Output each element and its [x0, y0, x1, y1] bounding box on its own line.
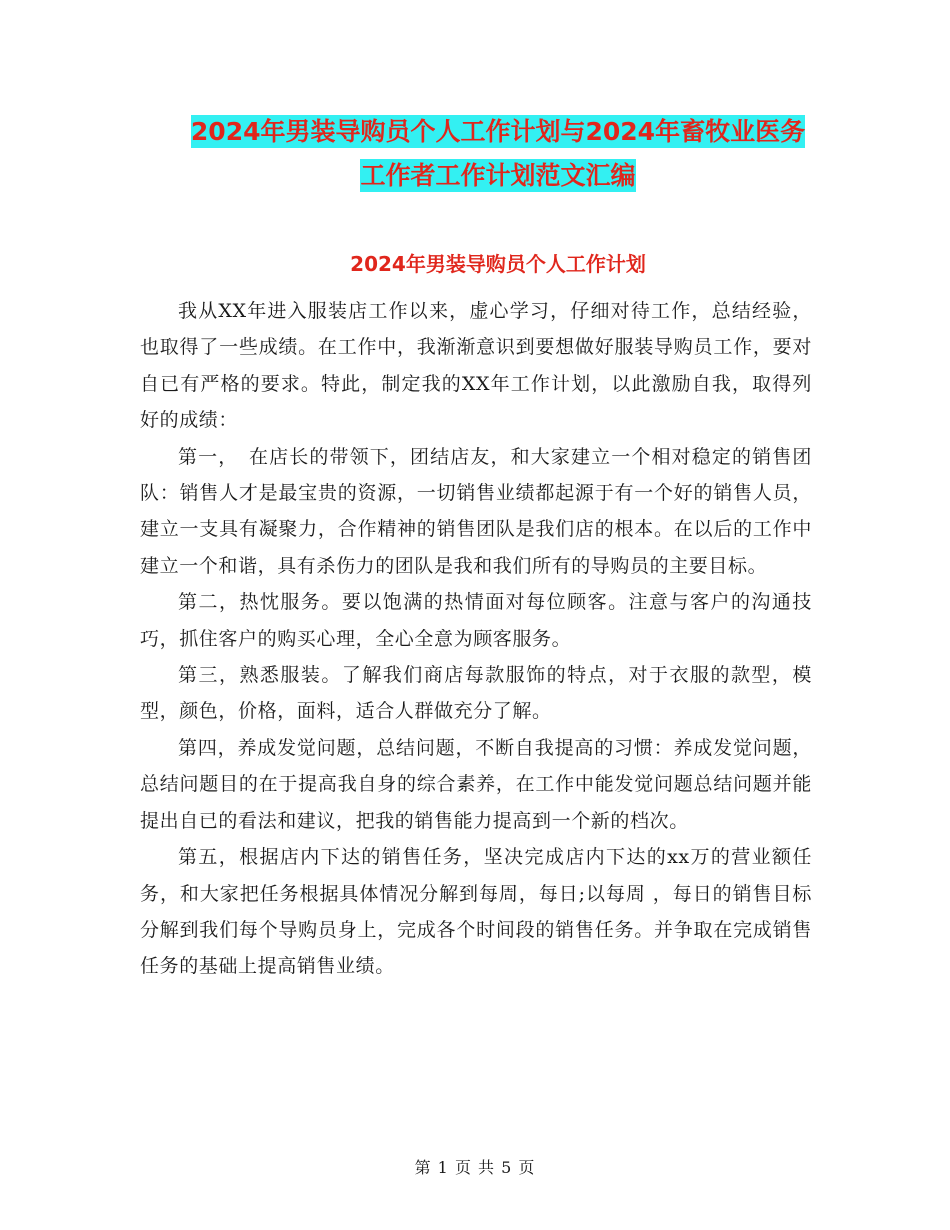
body-text [140, 293, 812, 985]
title-line-1: 2024年男装导购员个人工作计划与2024年畜牧业医务 [190, 117, 806, 146]
paragraph: 第二，热忱服务。要以饱满的热情面对每位顾客。注意与客户的沟通技巧，抓住客户的购买心理，全心全意为顾客服务。 [140, 591, 812, 650]
paragraph: 我从XX年进入服装店工作以来，虚心学习，仔细对待工作，总结经验，也取得了一些成绩。在工作中，我渐渐意识到要想做好服装导购员工作，要对自已有严格的要求。特此，制定我的XX年工作计划，以此激励自我，取得列好的成绩： [140, 300, 812, 432]
page-footer: 第 1 页 共 5 页 [414, 1158, 536, 1177]
paragraph: 第五，根据店内下达的销售任务，坚决完成店内下达的xx万的营业额任务，和大家把任务根据具体情况分解到每周，每日;以每周 ，每日的销售目标分解到我们每个导购员身上，完成各个时间段的销售任务。并争取在完成销售任务的基础上提高销售业绩。 [140, 846, 812, 978]
title-line-2: 工作者工作计划范文汇编 [360, 161, 636, 190]
section-title: 2024年男装导购员个人工作计划 [350, 252, 646, 276]
paragraph: 第四，养成发觉问题，总结问题，不断自我提高的习惯：养成发觉问题，总结问题目的在于提高我自身的综合素养，在工作中能发觉问题总结问题并能提出自已的看法和建议，把我的销售能力提高到一个新的档次。 [140, 736, 812, 832]
paragraph: 第一， 在店长的带领下，团结店友，和大家建立一个相对稳定的销售团队：销售人才是最宝贵的资源，一切销售业绩都起源于有一个好的销售人员，建立一支具有凝聚力，合作精神的销售团队是我们店的根本。在以后的工作中建立一个和谐，具有杀伤力的团队是我和我们所有的导购员的主要目标。 [140, 445, 812, 577]
document-title [140, 110, 856, 198]
paragraph: 第三，熟悉服装。了解我们商店每款服饰的特点，对于衣服的款型，模型，颜色，价格，面料，适合人群做充分了解。 [140, 664, 812, 723]
